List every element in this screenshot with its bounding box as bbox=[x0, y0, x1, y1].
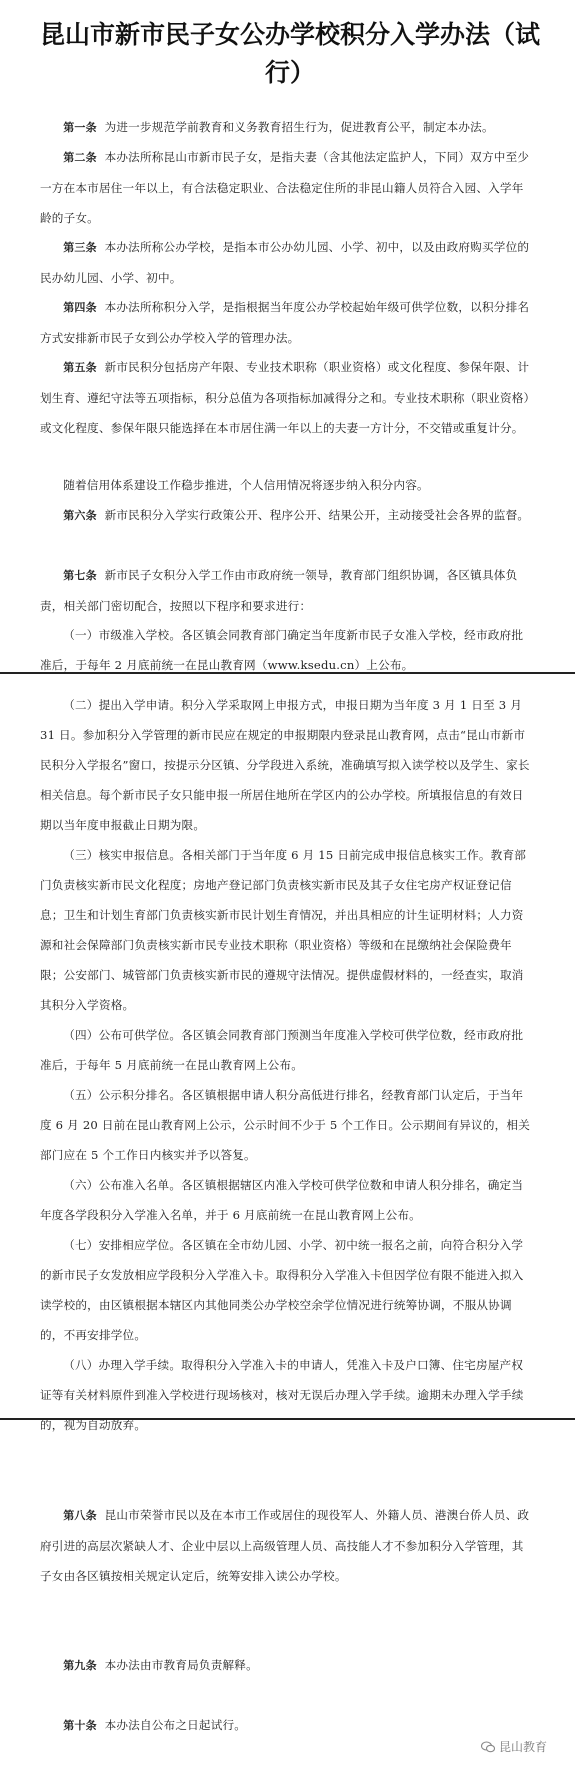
article-text: （一）市级准入学校。各区镇会同教育部门确定当年度新市民子女准入学校，经市政府批准后，于每年 2 月底前统一在昆山教育网（www.ksedu.cn）上公布。 bbox=[40, 628, 524, 672]
article-lead: 第六条 bbox=[63, 509, 97, 522]
article-9 bbox=[40, 1650, 530, 1681]
page-divider bbox=[0, 672, 575, 674]
article-lead: 第七条 bbox=[63, 569, 97, 582]
article-6 bbox=[40, 500, 530, 531]
article-text: 新市民积分包括房产年限、专业技术职称（职业资格）或文化程度、参保年限、计划生育、遵纪守法等五项指标，积分总值为各项指标加减得分之和。专业技术职称（职业资格）或文化程度、参保年限只能选择在本市居住满一年以上的夫妻一方计分，不交错或重复计分。 bbox=[40, 360, 530, 435]
article-lead: 第八条 bbox=[63, 1509, 97, 1522]
article-lead: 第十条 bbox=[63, 1719, 97, 1732]
article-text: （四）公布可供学位。各区镇会同教育部门预测当年度准入学校可供学位数，经市政府批准后，于每年 5 月底前统一在昆山教育网上公布。 bbox=[40, 1028, 524, 1072]
document-title: 昆山市新市民子女公办学校积分入学办法（试行） bbox=[40, 20, 541, 87]
article-text: 本办法由市教育局负责解释。 bbox=[104, 1658, 258, 1672]
article-text: 昆山市荣誉市民以及在本市工作或居住的现役军人、外籍人员、港澳台侨人员、政府引进的高层次紧缺人才、企业中层以上高级管理人员、高技能人才不参加积分入学管理，其子女由各区镇按相关规定认定后，统筹安排入读公办学校。 bbox=[40, 1508, 530, 1583]
article-text: 为进一步规范学前教育和义务教育招生行为，促进教育公平，制定本办法。 bbox=[104, 120, 494, 134]
article-text: （七）安排相应学位。各区镇在全市幼儿园、小学、初中统一报名之前，向符合积分入学的新市民子女发放相应学段积分入学准入卡。取得积分入学准入卡但因学位有限不能进入拟入读学校的，由区镇根据本辖区内其他同类公办学校空余学位情况进行统筹协调，不服从协调的，不再安排学位。 bbox=[40, 1238, 524, 1342]
article-text: 本办法所称公办学校，是指本市公办幼儿园、小学、初中，以及由政府购买学位的民办幼儿园、小学、初中。 bbox=[40, 240, 530, 285]
article-4 bbox=[40, 292, 530, 353]
article-8 bbox=[40, 1500, 530, 1591]
article-lead: 第五条 bbox=[63, 361, 97, 374]
wechat-icon bbox=[481, 1741, 495, 1753]
credit-note bbox=[40, 470, 530, 500]
article-lead: 第一条 bbox=[63, 121, 97, 134]
article-text: 新市民子女积分入学工作由市政府统一领导，教育部门组织协调，各区镇具体负责，相关部门密切配合，按照以下程序和要求进行： bbox=[40, 568, 518, 613]
step-1 bbox=[40, 620, 530, 680]
step-6 bbox=[40, 1170, 530, 1230]
article-text: （八）办理入学手续。取得积分入学准入卡的申请人，凭准入卡及户口簿、住宅房屋产权证等有关材料原件到准入学校进行现场核对，核对无误后办理入学手续。逾期未办理入学手续的，视为自动放弃。 bbox=[40, 1358, 524, 1432]
step-7 bbox=[40, 1230, 530, 1350]
watermark-text: 昆山教育 bbox=[498, 1740, 547, 1754]
article-2 bbox=[40, 142, 530, 233]
step-2 bbox=[40, 690, 530, 840]
article-5 bbox=[40, 352, 530, 443]
article-7 bbox=[40, 560, 530, 621]
article-text: （二）提出入学申请。积分入学采取网上申报方式，申报日期为当年度 3 月 1 日至 3 月 31 日。参加积分入学管理的新市民应在规定的申报期限内登录昆山教育网，点击“昆山市新市民积分入学报名”窗口，按提示分区镇、分学段进入系统，准确填写拟入读学校以及学生、家长相关信息。每个新市民子女只能申报一所居住地所在学区内的公办学校。所填报信息的有效日期以当年度申报截止日期为限。 bbox=[40, 698, 530, 832]
step-4 bbox=[40, 1020, 530, 1080]
article-text: 本办法自公布之日起试行。 bbox=[104, 1718, 247, 1732]
step-3 bbox=[40, 840, 530, 1020]
article-text: 本办法所称昆山市新市民子女，是指夫妻（含其他法定监护人，下同）双方中至少一方在本市居住一年以上，有合法稳定职业、合法稳定住所的非昆山籍人员符合入园、入学年龄的子女。 bbox=[40, 150, 530, 225]
article-text: 本办法所称积分入学，是指根据当年度公办学校起始年级可供学位数，以积分排名方式安排新市民子女到公办学校入学的管理办法。 bbox=[40, 300, 530, 345]
article-text: （三）核实申报信息。各相关部门于当年度 6 月 15 日前完成申报信息核实工作。教育部门负责核实新市民文化程度；房地产登记部门负责核实新市民及其子女住宅房产权证登记信息；卫生和计划生育部门负责核实新市民计划生育情况，并出具相应的计生证明材料；人力资源和社会保障部门负责核实新市民专业技术职称（职业资格）等级和在昆缴纳社会保险费年限；公安部门、城管部门负责核实新市民的遵规守法情况。提供虚假材料的，一经查实，取消其积分入学资格。 bbox=[40, 848, 527, 1012]
article-1 bbox=[40, 112, 530, 143]
article-lead: 第九条 bbox=[63, 1659, 97, 1672]
article-lead: 第三条 bbox=[63, 241, 97, 254]
article-lead: 第四条 bbox=[63, 301, 97, 314]
step-8 bbox=[40, 1350, 530, 1440]
article-text: （五）公示积分排名。各区镇根据申请人积分高低进行排名，经教育部门认定后，于当年度 6 月 20 日前在昆山教育网上公示，公示时间不少于 5 个工作日。公示期间有异议的，相关部门应在 5 个工作日内核实并予以答复。 bbox=[40, 1088, 530, 1162]
article-3 bbox=[40, 232, 530, 293]
watermark bbox=[481, 1738, 547, 1755]
article-10 bbox=[40, 1710, 530, 1741]
article-text: 新市民积分入学实行政策公开、程序公开、结果公开，主动接受社会各界的监督。 bbox=[104, 508, 530, 522]
article-lead: 第二条 bbox=[63, 151, 97, 164]
article-text: 随着信用体系建设工作稳步推进，个人信用情况将逐步纳入积分内容。 bbox=[63, 478, 429, 492]
step-5 bbox=[40, 1080, 530, 1170]
article-text: （六）公布准入名单。各区镇根据辖区内准入学校可供学位数和申请人积分排名，确定当年度各学段积分入学准入名单，并于 6 月底前统一在昆山教育网上公布。 bbox=[40, 1178, 524, 1222]
